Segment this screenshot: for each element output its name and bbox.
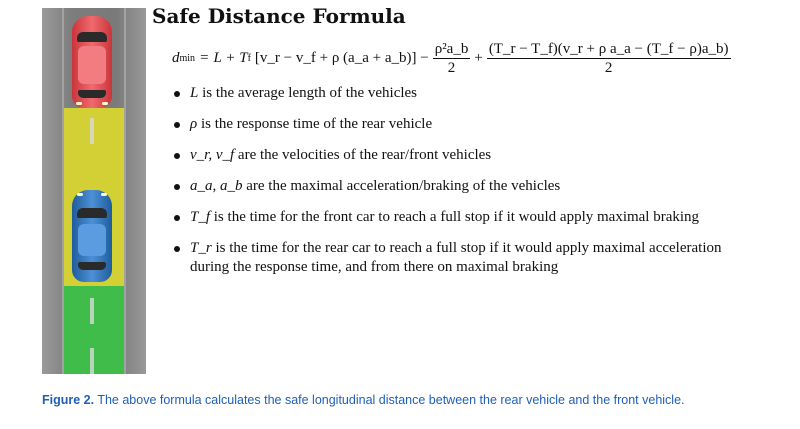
list-item	[172, 146, 762, 165]
front-car-light	[102, 102, 108, 105]
formula-fraction-1	[433, 40, 471, 77]
figure-caption-text: The above formula calculates the safe longitudinal distance between the rear vehicle and the front vehicle.	[97, 393, 685, 407]
variable-symbol: L	[190, 85, 199, 101]
variable-description: are the velocities of the rear/front vehicles	[237, 147, 492, 163]
variable-symbol: a_a, a_b	[190, 178, 243, 194]
safe-distance-formula	[172, 38, 735, 78]
list-item	[172, 208, 762, 227]
list-item	[172, 115, 762, 134]
fraction-2-denominator: 2	[604, 59, 613, 76]
figure-caption	[42, 392, 742, 409]
rear-car-roof	[78, 224, 106, 256]
rear-car	[72, 190, 112, 282]
road-edge-line-right	[124, 8, 126, 374]
variable-description: is the average length of the vehicles	[202, 85, 418, 101]
figure-caption-label: Figure 2.	[42, 393, 95, 407]
fraction-1-denominator: 2	[447, 59, 456, 76]
list-item	[172, 84, 762, 103]
rear-car-rear-window	[78, 262, 106, 270]
lane-marking	[90, 118, 94, 144]
road-illustration	[42, 8, 146, 374]
formula-fraction-2	[487, 40, 731, 77]
formula-part1-subscript: f	[247, 52, 251, 64]
clear-zone	[64, 286, 124, 374]
rear-car-headlight	[77, 193, 83, 196]
formula-part1: L + T	[213, 49, 248, 66]
formula-equals: =	[200, 49, 209, 66]
figure-title: Safe Distance Formula	[152, 4, 406, 28]
formula-lhs: d	[172, 49, 180, 66]
front-car	[72, 16, 112, 108]
formula-bracket-term: [v_r − v_f + ρ (a_a + a_b)] −	[254, 49, 429, 66]
variable-description: is the time for the front car to reach a full stop if it would apply maximal braking	[213, 209, 700, 225]
front-car-rear-window	[78, 90, 106, 98]
formula-plus: +	[474, 49, 483, 66]
lane-marking	[90, 298, 94, 324]
list-item	[172, 177, 762, 196]
variable-description: are the maximal acceleration/braking of the vehicles	[246, 178, 561, 194]
variable-symbol: T_r	[190, 240, 212, 256]
lane-marking	[90, 348, 94, 374]
variable-symbol: v_r, v_f	[190, 147, 235, 163]
formula-lhs-subscript: min	[179, 52, 196, 64]
front-car-light	[76, 102, 82, 105]
variable-description: is the response time of the rear vehicle	[200, 116, 433, 132]
list-item	[172, 239, 762, 277]
fraction-2-numerator: (T_r − T_f)(v_r + ρ a_a − (T_f − ρ)a_b)	[488, 40, 729, 57]
variable-description: is the time for the rear car to reach a full stop if it would apply maximal acceleration during the response time, and from there on maximal braking	[190, 240, 722, 275]
rear-car-headlight	[101, 193, 107, 196]
front-car-roof	[78, 46, 106, 84]
variable-definitions-list	[172, 84, 762, 289]
front-car-windshield	[77, 32, 107, 42]
rear-car-windshield	[77, 208, 107, 218]
variable-symbol: ρ	[190, 116, 198, 132]
variable-symbol: T_f	[190, 209, 211, 225]
fraction-1-numerator: ρ²a_b	[434, 40, 469, 57]
